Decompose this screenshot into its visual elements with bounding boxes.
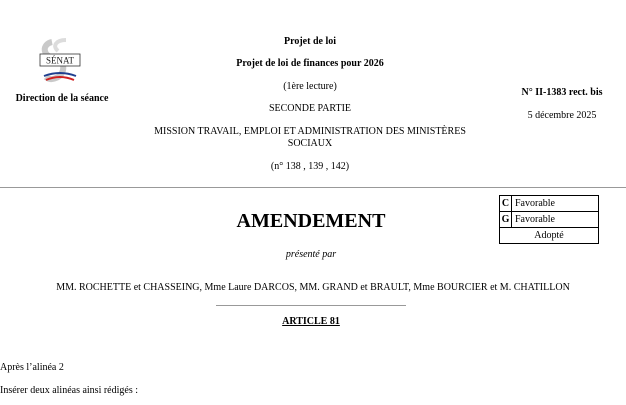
authors: MM. ROCHETTE et CHASSEING, Mme Laure DARCOS, MM. GRAND et BRAULT, Mme BOURCIER et M. CHATILLON xyxy=(56,282,570,293)
opinion-row-commission xyxy=(500,196,598,212)
opinion-table xyxy=(499,195,599,244)
part: SECONDE PARTIE xyxy=(268,103,352,114)
amendment-title: AMENDEMENT xyxy=(236,210,386,232)
reading: (1ère lecture) xyxy=(283,81,337,92)
document-numbers: (n° 138 , 139 , 142) xyxy=(270,161,350,172)
opinion-value: Favorable xyxy=(515,214,555,225)
logo-text: SÉNAT xyxy=(45,55,75,66)
doc-type: Projet de loi xyxy=(283,36,337,47)
senat-logo-icon xyxy=(36,36,84,86)
status-row xyxy=(500,228,598,243)
body-line-1: Après l’alinéa 2 xyxy=(0,362,64,373)
mission: MISSION TRAVAIL, EMPLOI ET ADMINISTRATION DES MINISTÈRES SOCIAUX xyxy=(154,126,466,149)
header-divider xyxy=(0,187,626,188)
amendment-date: 5 décembre 2025 xyxy=(527,110,597,121)
opinion-row-government xyxy=(500,212,598,228)
article-heading: ARTICLE 81 xyxy=(282,316,340,327)
authors-divider xyxy=(216,305,406,306)
amendment-number: N° II-1383 rect. bis xyxy=(521,87,603,98)
bill-title: Projet de loi de finances pour 2026 xyxy=(236,58,384,69)
status-badge: Adopté xyxy=(534,230,564,241)
body-line-2: Insérer deux alinéas ainsi rédigés : xyxy=(0,385,139,396)
direction-label: Direction de la séance xyxy=(15,93,109,104)
senat-logo xyxy=(36,36,84,86)
opinion-value: Favorable xyxy=(515,198,555,209)
presented-by: présenté par xyxy=(285,249,337,260)
opinion-code: C xyxy=(500,196,512,211)
opinion-code: G xyxy=(500,212,512,227)
